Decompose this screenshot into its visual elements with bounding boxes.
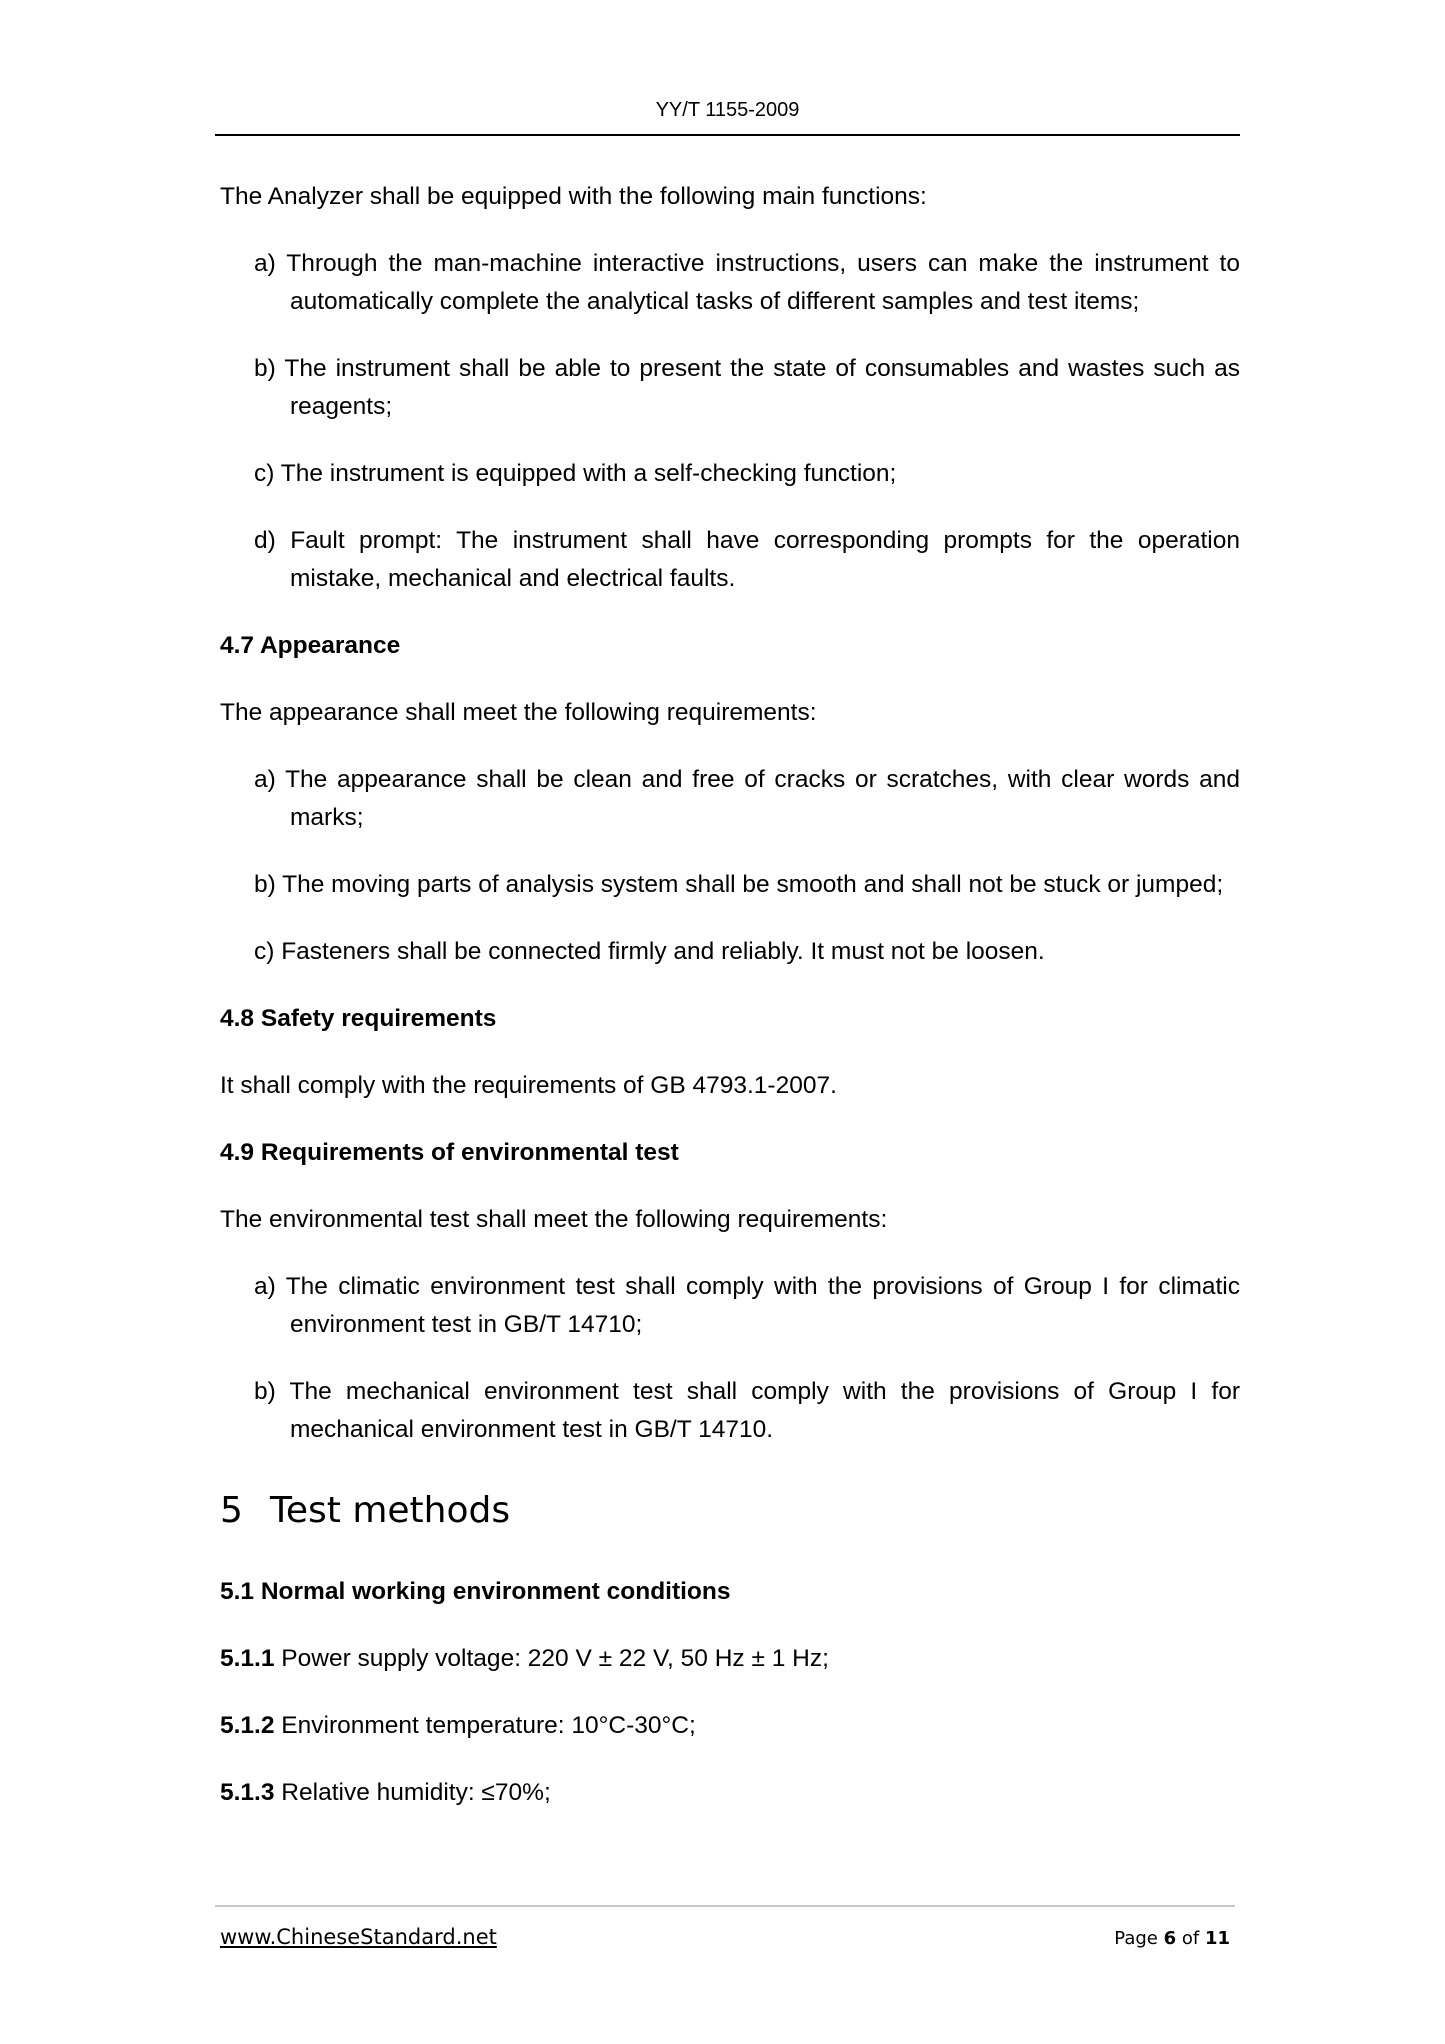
clause-text: Relative humidity: ≤70%; — [274, 1779, 551, 1806]
section-4-7-intro: The appearance shall meet the following requirements: — [220, 699, 817, 726]
footer-website-link[interactable]: www.ChineseStandard.net — [220, 1925, 497, 1949]
footer-divider — [215, 1905, 1235, 1907]
page-total: 11 — [1204, 1928, 1230, 1949]
page-number — [1114, 1928, 1230, 1949]
section-4-7-heading: 4.7 Appearance — [220, 632, 401, 659]
appearance-item-b: b) The moving parts of analysis system shall be smooth and shall not be stuck or jumped; — [254, 871, 1224, 898]
chapter-5-heading — [220, 1489, 1240, 1533]
clause-number: 5.1.2 — [220, 1712, 275, 1739]
page-of: of — [1176, 1928, 1205, 1949]
function-item-a: a) Through the man-machine interactive instructions, users can make the instrument to automatically complete the analytical tasks of different samples and test items; — [254, 250, 1240, 315]
clause-text: Power supply voltage: 220 V ± 22 V, 50 Hz ± 1 Hz; — [274, 1645, 829, 1672]
clause-5-1-3 — [220, 1774, 1240, 1812]
page-label: Page — [1114, 1928, 1164, 1949]
section-4-8-text: It shall comply with the requirements of GB 4793.1-2007. — [220, 1072, 837, 1099]
page-header — [215, 98, 1240, 136]
appearance-item-a: a) The appearance shall be clean and free of cracks or scratches, with clear words and marks; — [254, 766, 1240, 831]
clause-5-1-2 — [220, 1707, 1240, 1745]
function-item-b: b) The instrument shall be able to present the state of consumables and wastes such as reagents; — [254, 355, 1240, 420]
clause-text: Environment temperature: 10°C-30°C; — [274, 1712, 696, 1739]
clause-number: 5.1.3 — [220, 1779, 275, 1806]
environment-item-b: b) The mechanical environment test shall comply with the provisions of Group I for mechanical environment test in GB/T 14710. — [254, 1378, 1240, 1443]
page-current: 6 — [1163, 1928, 1177, 1949]
chapter-title: Test methods — [270, 1490, 511, 1531]
section-4-9-heading: 4.9 Requirements of environmental test — [220, 1139, 679, 1166]
section-4-8-heading: 4.8 Safety requirements — [220, 1005, 497, 1032]
environment-item-a: a) The climatic environment test shall comply with the provisions of Group I for climatic environment test in GB/T 14710; — [254, 1273, 1240, 1338]
functions-intro: The Analyzer shall be equipped with the following main functions: — [220, 183, 927, 210]
clause-number: 5.1.1 — [220, 1645, 275, 1672]
clause-5-1-1 — [220, 1640, 1240, 1678]
section-5-1-heading: 5.1 Normal working environment conditions — [220, 1578, 731, 1605]
document-id: YY/T 1155-2009 — [655, 99, 800, 121]
page-body — [220, 178, 1240, 1812]
section-4-9-intro: The environmental test shall meet the following requirements: — [220, 1206, 888, 1233]
function-item-d: d) Fault prompt: The instrument shall have corresponding prompts for the operation mistake, mechanical and electrical faults. — [254, 527, 1240, 592]
appearance-item-c: c) Fasteners shall be connected firmly and reliably. It must not be loosen. — [254, 938, 1045, 965]
function-item-c: c) The instrument is equipped with a self-checking function; — [254, 460, 897, 487]
chapter-number: 5 — [220, 1490, 243, 1531]
